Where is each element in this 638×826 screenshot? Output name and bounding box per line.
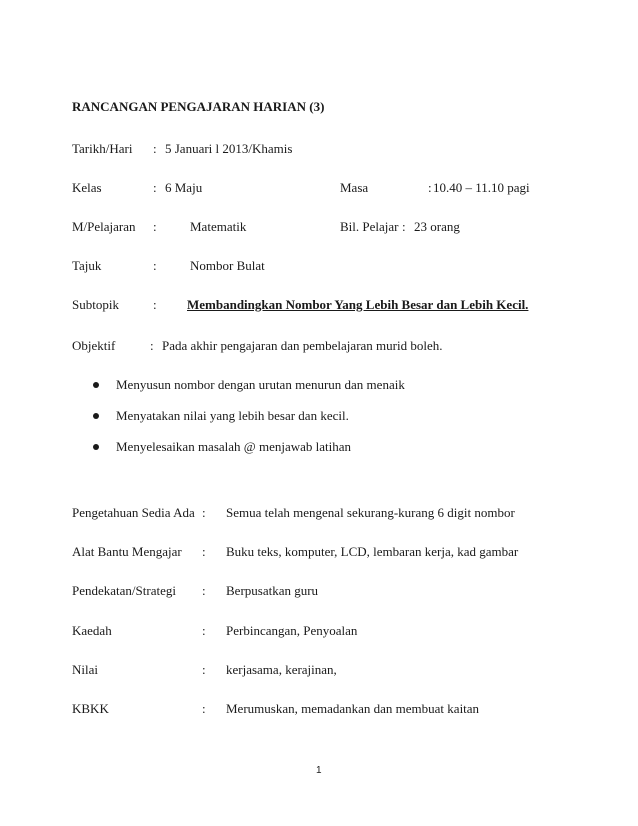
tarikh-value: 5 Januari l 2013/Khamis	[165, 141, 293, 156]
document-title: RANCANGAN PENGAJARAN HARIAN (3)	[72, 99, 325, 114]
alat-bantu-label: Alat Bantu Mengajar	[72, 544, 182, 559]
kbkk-value: Merumuskan, memadankan dan membuat kaitan	[226, 701, 480, 716]
kelas-colon: :	[153, 180, 157, 195]
mapel-colon: :	[153, 219, 157, 234]
kelas-value: 6 Maju	[165, 180, 203, 195]
tajuk-label: Tajuk	[72, 258, 102, 273]
kaedah-value: Perbincangan, Penyoalan	[226, 623, 358, 638]
bullet-icon	[93, 382, 99, 388]
pengetahuan-label: Pengetahuan Sedia Ada	[72, 505, 195, 520]
pendekatan-colon: :	[202, 583, 206, 598]
objective-item: Menyatakan nilai yang lebih besar dan kecil.	[116, 408, 349, 423]
masa-label: Masa	[340, 180, 369, 195]
objektif-value: Pada akhir pengajaran dan pembelajaran murid boleh.	[162, 338, 443, 353]
subtopik-colon: :	[153, 297, 157, 312]
nilai-label: Nilai	[72, 662, 98, 677]
tarikh-label: Tarikh/Hari	[72, 141, 133, 156]
objective-item: Menyusun nombor dengan urutan menurun dan menaik	[116, 377, 405, 392]
tajuk-value: Nombor Bulat	[190, 258, 265, 273]
kaedah-colon: :	[202, 623, 206, 638]
masa-value: 10.40 – 11.10 pagi	[433, 180, 530, 195]
bil-pelajar-label: Bil. Pelajar	[340, 219, 399, 234]
objektif-colon: :	[150, 338, 154, 353]
kbkk-label: KBKK	[72, 701, 109, 716]
pengetahuan-colon: :	[202, 505, 206, 520]
tarikh-colon: :	[153, 141, 157, 156]
subtopik-label: Subtopik	[72, 297, 119, 312]
alat-bantu-value: Buku teks, komputer, LCD, lembaran kerja, kad gambar	[226, 544, 519, 559]
bil-pelajar-colon: :	[402, 219, 406, 234]
mapel-label: M/Pelajaran	[72, 219, 136, 234]
subtopik-value: Membandingkan Nombor Yang Lebih Besar dan Lebih Kecil.	[187, 297, 529, 312]
objektif-label: Objektif	[72, 338, 116, 353]
pengetahuan-value: Semua telah mengenal sekurang-kurang 6 digit nombor	[226, 505, 515, 520]
kelas-label: Kelas	[72, 180, 102, 195]
page-number: 1	[316, 765, 322, 776]
masa-colon: :	[428, 180, 432, 195]
nilai-colon: :	[202, 662, 206, 677]
alat-bantu-colon: :	[202, 544, 206, 559]
mapel-value: Matematik	[190, 219, 247, 234]
tajuk-colon: :	[153, 258, 157, 273]
kbkk-colon: :	[202, 701, 206, 716]
pendekatan-label: Pendekatan/Strategi	[72, 583, 176, 598]
bil-pelajar-value: 23 orang	[414, 219, 460, 234]
bullet-icon	[93, 444, 99, 450]
pendekatan-value: Berpusatkan guru	[226, 583, 319, 598]
bullet-icon	[93, 413, 99, 419]
nilai-value: kerjasama, kerajinan,	[226, 662, 337, 677]
kaedah-label: Kaedah	[72, 623, 112, 638]
objective-item: Menyelesaikan masalah @ menjawab latihan	[116, 439, 352, 454]
